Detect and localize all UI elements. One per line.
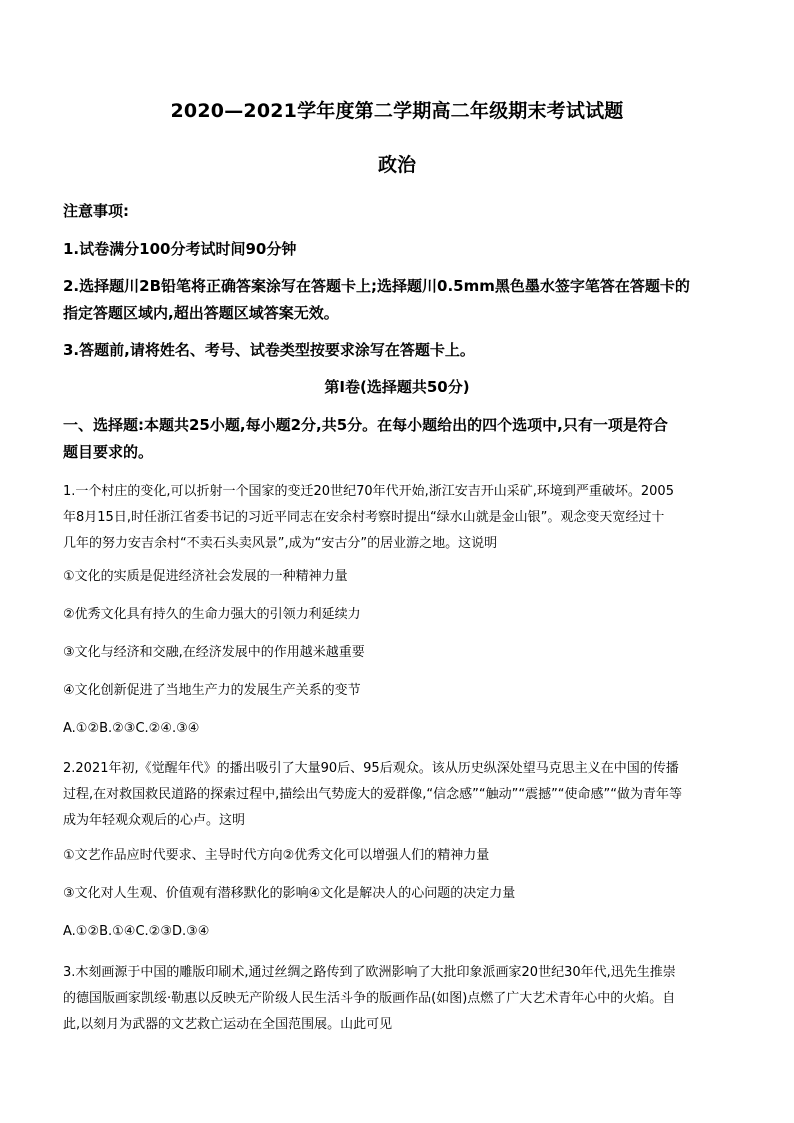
question-1-line-3: 几年的努力安吉余村“不卖石头卖风景”,成为“安古分”的居业游之地。这说明 (63, 536, 498, 551)
question-2-line-1: 2.2021年初,《觉醒年代》的播出吸引了大量90后、95后观众。该从历史纵深处望马克思主义在中国的传播 (63, 761, 679, 776)
section-instructions (63, 412, 733, 466)
question-1-option-4: ④文化创新促进了当地生产力的发展生产关系的变节 (63, 683, 361, 698)
question-2-stem (63, 756, 733, 834)
question-2-answers: A.①②B.①④C.②③D.③④ (63, 924, 210, 939)
question-1-stem (63, 479, 733, 557)
question-1-line-1: 1.一个村庄的变化,可以折射一个国家的变迁20世纪70年代开始,浙江安吉开山采矿,环境到严重破坏。2005 (63, 484, 674, 499)
notice-heading: 注意事项: (63, 202, 129, 220)
notice-item-2 (63, 273, 733, 327)
notice-item-1: 1.试卷满分100分考试时间90分钟 (63, 240, 297, 258)
section-instructions-line-2: 题目要求的。 (63, 443, 154, 461)
part1-heading: 第Ⅰ卷(选择题共50分) (324, 378, 470, 396)
question-1-option-3: ③文化与经济和交融,在经济发展中的作用越米越重要 (63, 645, 365, 660)
question-1-line-2: 年8月15日,时任浙江省委书记的习近平同志在安余村考察时提出“绿水山就是金山银”。观念变天宽经过十 (63, 510, 665, 525)
question-1-option-2: ②优秀文化具有持久的生命力强大的引领力利延续力 (63, 607, 361, 622)
question-2-line-3: 成为年轻观众观后的心卢。这明 (63, 813, 246, 828)
notice-item-2-line-1: 2.选择题川2B铅笔将正确答案涂写在答题卡上;选择题川0.5mm黑色墨水签字笔答在答题卡的 (63, 277, 690, 295)
question-3-line-2: 的德国版画家凯绥·勒惠以反映无产阶级人民生活斗争的版画作品(如图)点燃了广大艺术青年心中的火焰。自 (63, 991, 676, 1006)
notice-item-3: 3.答题前,请将姓名、考号、试卷类型按要求涂写在答题卡上。 (63, 341, 475, 359)
question-3-line-1: 3.木刻画源于中国的雕版印刷术,通过丝绸之路传到了欧洲影响了大批印象派画家20世纪30年代,迅先生推崇 (63, 965, 676, 980)
exam-title: 2020—2021学年度第二学期高二年级期末考试试题 (170, 100, 624, 122)
section-instructions-line-1: 一、选择题:本题共25小题,每小题2分,共5分。在每小题给出的四个选项中,只有一项是符合 (63, 416, 668, 434)
question-1-answers: A.①②B.②③C.②④.③④ (63, 721, 200, 736)
question-3-line-3: 此,以刻月为武器的文艺救亡运动在全国范围展。山此可见 (63, 1017, 393, 1032)
question-2-line-2: 过程,在对救国救民道路的探索过程中,描绘出气势庞大的爱群像,“信念感”“触动”“震撼”“使命感”“做为青年等 (63, 787, 683, 802)
question-2-option-2: ③文化对人生观、价值观有潜移默化的影响④文化是解决人的心问题的决定力量 (63, 886, 516, 901)
exam-subject: 政治 (377, 154, 416, 176)
question-2-option-1: ①文艺作品应时代要求、主导时代方向②优秀文化可以增强人们的精神力量 (63, 848, 490, 863)
question-1-option-1: ①文化的实质是促进经济社会发展的一种精神力量 (63, 569, 348, 584)
notice-item-2-line-2: 指定答题区域内,超出答题区域答案无效。 (63, 304, 339, 322)
question-3-stem (63, 960, 733, 1038)
